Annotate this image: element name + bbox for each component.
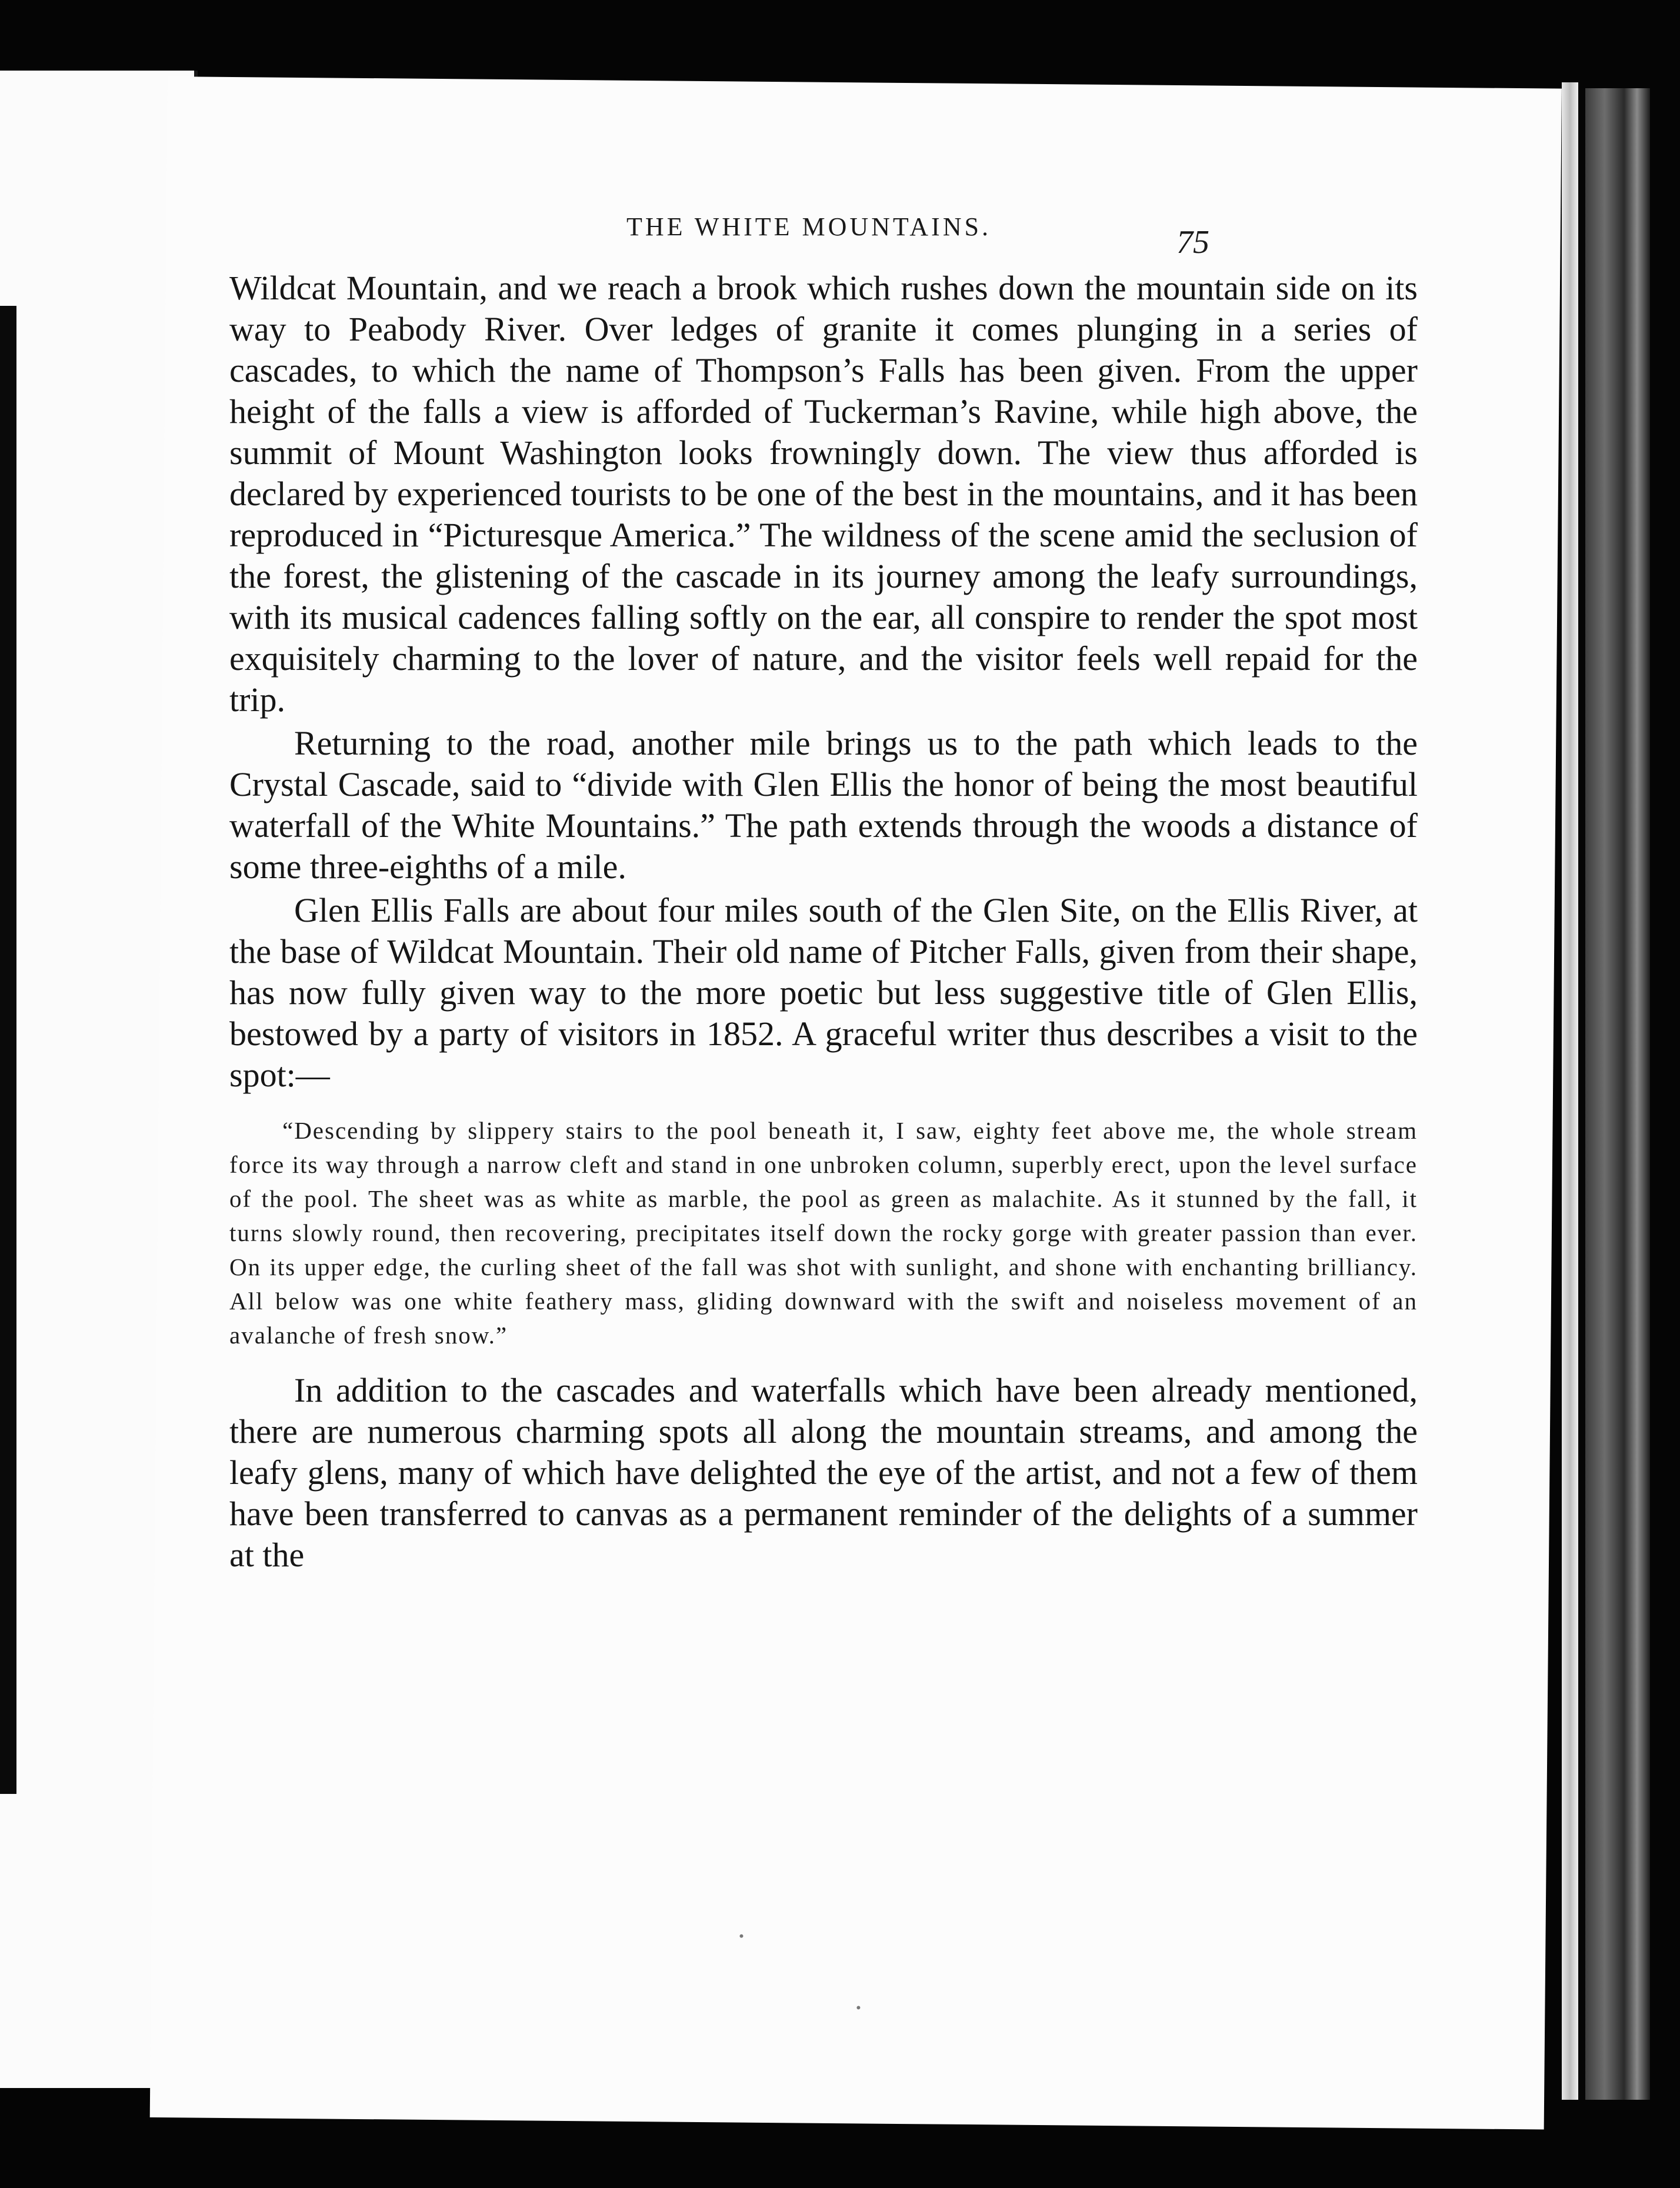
- block-quote: [229, 1113, 1418, 1352]
- page-number: 75: [1176, 224, 1209, 261]
- running-head: THE WHITE MOUNTAINS.: [626, 212, 991, 241]
- paragraph: In addition to the cascades and waterfalls which have been already mentioned, there are numerous charming spots all along the mountain streams, and among the leafy glens, many of which have delighted the eye of the artist, and not a few of them have been transferred to canvas as a permanent reminder of the delights of a summer at the: [229, 1371, 1418, 1574]
- speck: [739, 1934, 743, 1938]
- page-stack-light: [1562, 82, 1578, 2100]
- page-stack-edge: [1585, 88, 1650, 2100]
- paragraph: Wildcat Mountain, and we reach a brook which rushes down the mountain side on its way to Peabody River. Over ledges of granite it comes plunging in a series of cascades, to which the name of Thompson’s Falls has been given. From the upper height of the falls a view is afforded of Tuckerman’s Ravine, while high above, the summit of Mount Washington looks frowningly down. The view thus afforded is declared by experienced tourists to be one of the best in the mountains, and it has been reproduced in “Picturesque America.” The wildness of the scene amid the seclusion of the forest, the glistening of the cascade in its journey among the leafy surroundings, with its musical cadences falling softly on the ear, all conspire to render the spot most exquisitely charming to the lover of nature, and the visitor feels well repaid for the trip.: [229, 269, 1418, 719]
- left-page-shadow: [0, 306, 16, 1794]
- paragraph: Glen Ellis Falls are about four miles south of the Glen Site, on the Ellis River, at the base of Wildcat Mountain. Their old name of Pitcher Falls, given from their shape, has now fully given way to the more poetic but less suggestive title of Glen Ellis, bestowed by a party of visitors in 1852. A graceful writer thus describes a visit to the spot:—: [229, 891, 1418, 1094]
- page-body: [229, 268, 1418, 1576]
- speck: [856, 2006, 860, 2009]
- quote-text: “Descending by slippery stairs to the pool beneath it, I saw, eighty feet above me, the whole stream force its way through a narrow cleft and stand in one unbroken column, superbly erect, upon the level surface of the pool. The sheet was as white as marble, the pool as green as malachite. As it stunned by the fall, it turns slowly round, then recovering, precipitates itself down the rocky gorge with greater passion than ever. On its upper edge, the curling sheet of the fall was shot with sunlight, and shone with enchanting brilliancy. All below was one white feathery mass, gliding downward with the swift and noiseless movement of an avalanche of fresh snow.”: [229, 1117, 1418, 1349]
- paragraph: Returning to the road, another mile brings us to the path which leads to the Crystal Cascade, said to “divide with Glen Ellis the honor of being the most beautiful waterfall of the White Mountains.” The path extends through the woods a distance of some three-eighths of a mile.: [229, 724, 1418, 886]
